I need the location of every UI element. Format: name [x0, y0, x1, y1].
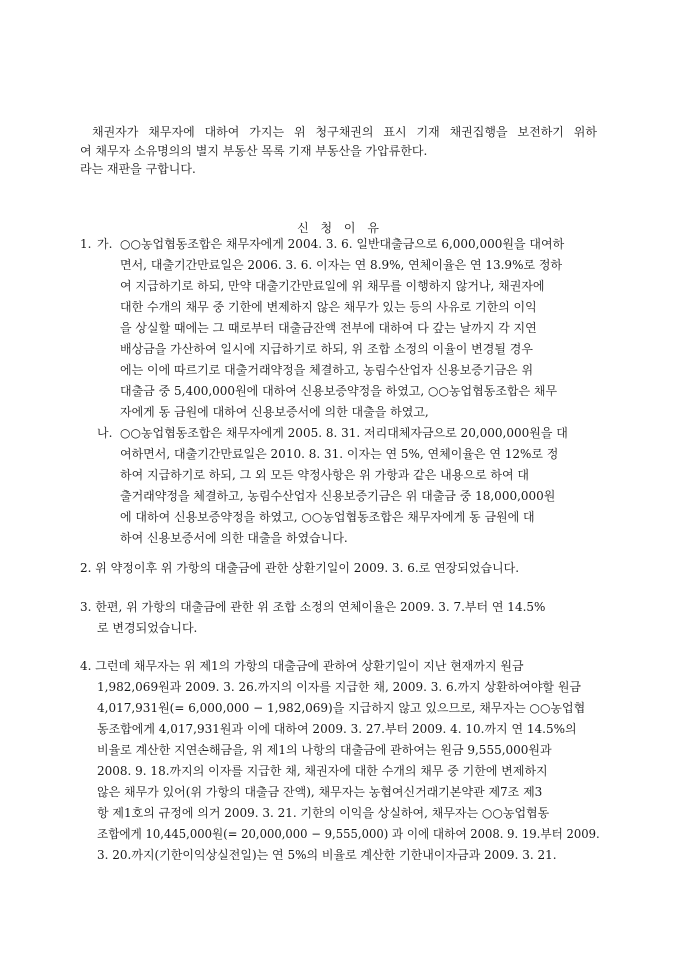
- section-4-line: 2008. 9. 18.까지의 이자를 지급한 채, 채권자에 대한 수개의 채무 중 기한에 변제하지: [97, 764, 548, 778]
- section-4-line: 비율로 계산한 지연손해금을, 위 제1의 나항의 대출금에 관하여는 원금 9,555,000원과: [97, 743, 552, 757]
- section-3-line: 로 변경되었습니다.: [97, 621, 198, 635]
- section-title: 신 청 이 유: [297, 221, 383, 235]
- intro-line: 여 채무자 소유명의의 별지 부동산 목록 기재 부동산을 가압류한다.: [80, 144, 428, 158]
- section-3-line: 3. 한편, 위 가항의 대출금에 관한 위 조합 소정의 연체이율은 2009. 3. 7.부터 연 14.5%: [80, 600, 546, 614]
- subsection-marker-na: 나.: [97, 426, 113, 440]
- ga-line: 여 지급하기로 하되, 만약 대출기간만료일에 위 채무를 이행하지 않거나, 채권자에: [120, 279, 545, 293]
- ga-line: 대출금 중 5,400,000원에 대하여 신용보증약정을 하였고, ○○농업협동조합은 채무: [120, 384, 558, 398]
- section-4-line: 조합에게 10,445,000원(= 20,000,000 − 9,555,000) 과 이에 대하여 2008. 9. 19.부터 2009.: [97, 827, 600, 841]
- section-number: 1.: [80, 237, 92, 251]
- na-line: 하여 지급하기로 하되, 그 외 모든 약정사항은 위 가항과 같은 내용으로 하여 대: [120, 468, 529, 482]
- ga-line: 자에게 동 금원에 대하여 신용보증서에 의한 대출을 하였고,: [120, 405, 429, 419]
- intro-line: 라는 재판을 구합니다.: [80, 162, 196, 176]
- intro-line: 채권자가 채무자에 대하여 가지는 위 청구채권의 표시 기재 채권집행을 보전하기 위하: [92, 125, 597, 139]
- section-4-line: 동조합에게 4,017,931원과 이에 대하여 2009. 3. 27.부터 2009. 4. 10.까지 연 14.5%의: [97, 722, 577, 736]
- ga-line: 에는 이에 따르기로 대출거래약정을 체결하고, 농림수산업자 신용보증기금은 위: [120, 363, 534, 377]
- section-4-line: 1,982,069원과 2009. 3. 26.까지의 이자를 지급한 채, 2009. 3. 6.까지 상환하여야할 원금: [97, 680, 582, 694]
- na-line: 에 대하여 신용보증약정을 하였고, ○○농업협동조합은 채무자에게 동 금원에 대: [120, 510, 535, 524]
- ga-line: 면서, 대출기간만료일은 2006. 3. 6. 이자는 연 8.9%, 연체이율은 연 13.9%로 정하: [120, 258, 563, 272]
- section-4-line: 3. 20.까지(기한이익상실전일)는 연 5%의 비율로 계산한 기한내이자금과 2009. 3. 21.: [97, 848, 557, 862]
- section-4-line: 항 제1호의 규정에 의거 2009. 3. 21. 기한의 이익을 상실하여, 채무자는 ○○농업협동: [97, 806, 550, 820]
- ga-line: ○○농업협동조합은 채무자에게 2004. 3. 6. 일반대출금으로 6,000,000원을 대여하: [120, 237, 565, 251]
- ga-line: 대한 수개의 채무 중 기한에 변제하지 않은 채무가 있는 등의 사유로 기한의 이익: [120, 300, 537, 314]
- na-line: ○○농업협동조합은 채무자에게 2005. 8. 31. 저리대체자금으로 20,000,000원을 대: [120, 426, 568, 440]
- ga-line: 배상금을 가산하여 일시에 지급하기로 하되, 위 조합 소정의 이율이 변경될 경우: [120, 342, 533, 356]
- section-4-line: 4,017,931원(= 6,000,000 − 1,982,069)을 지급하지 않고 있으므로, 채무자는 ○○농업협: [97, 701, 586, 715]
- section-4-line: 않은 채무가 있어(위 가항의 대출금 잔액), 채무자는 농협여신거래기본약관 제7조 제3: [97, 785, 543, 799]
- section-4-line: 4. 그런데 채무자는 위 제1의 가항의 대출금에 관하여 상환기일이 지난 현재까지 원금: [80, 659, 524, 673]
- ga-line: 을 상실할 때에는 그 때로부터 대출금잔액 전부에 대하여 다 갚는 날까지 각 지연: [120, 321, 537, 335]
- na-line: 여하면서, 대출기간만료일은 2010. 8. 31. 이자는 연 5%, 연체이율은 연 12%로 정: [120, 447, 559, 461]
- section-2-line: 2. 위 약정이후 위 가항의 대출금에 관한 상환기일이 2009. 3. 6.로 연장되었습니다.: [80, 561, 520, 575]
- na-line: 하여 신용보증서에 의한 대출을 하였습니다.: [120, 531, 348, 545]
- na-line: 출거래약정을 체결하고, 농림수산업자 신용보증기금은 위 대출금 중 18,000,000원: [120, 489, 556, 503]
- subsection-marker-ga: 가.: [97, 237, 113, 251]
